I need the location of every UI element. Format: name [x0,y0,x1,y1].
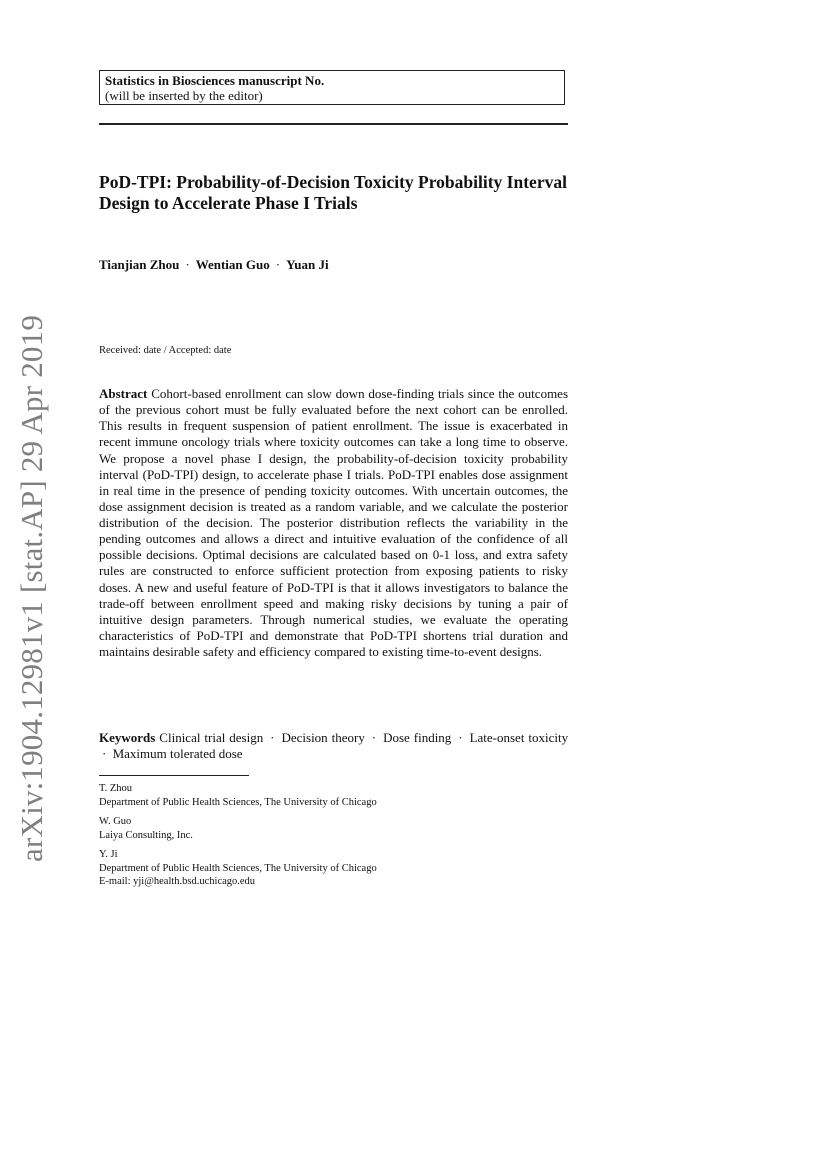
affiliation-author: T. Zhou [99,783,133,794]
author-name: Wentian Guo [195,257,270,272]
abstract-text: Cohort-based enrollment can slow down dose-finding trials since the outcomes of the previous cohort must be fully evaluated before the next cohort can be enrolled. This results in frequent suspension of patient enrollment. The issue is exacerbated in recent immune oncology trials where toxicity outcomes can take a long time to observe. We propose a novel phase I design, the probability-of-decision toxicity probability interval (PoD-TPI) design, to accelerate phase I trials. PoD-TPI enables dose assignment in real time in the presence of pending toxicity outcomes. With uncertain outcomes, the dose assignment decision is treated as a random variable, and we calculate the posterior distribution of the decision. The posterior distribution reflects the variability in the pending outcomes and allows a direct and intuitive evaluation of the confidence of all possible decisions. Optimal decisions are calculated based on 0-1 loss, and extra safety rules are constructed to enforce sufficient protection from exposing patients to risky doses. A new and useful feature of PoD-TPI is that it allows investigators to balance the trade-off between enrollment speed and making risky decisions by tuning a pair of intuitive design parameters. Through numerical studies, we evaluate the operating characteristics of PoD-TPI and demonstrate that PoD-TPI shortens trial duration and maintains desirable safety and efficiency compared to existing time-to-event designs. [99,386,569,659]
affiliation-email[interactable]: E-mail: yji@health.bsd.uchicago.edu [99,876,256,887]
affiliation-author: Y. Ji [99,849,118,860]
manuscript-header-box [99,70,565,105]
affiliation-ji [99,848,568,889]
author-list [99,257,569,273]
keyword-separator: · [270,730,275,745]
affiliation-zhou [99,782,568,809]
affiliation-author: W. Guo [99,816,132,827]
author-separator: · [185,257,190,272]
abstract-label: Abstract [99,386,148,401]
journal-name: Statistics in Biosciences manuscript No. [105,73,325,88]
paper-title: PoD-TPI: Probability-of-Decision Toxicity Probability Interval Design to Accelerate Phase I Trials [99,172,567,213]
keyword-separator: · [102,746,107,761]
received-dates: Received: date / Accepted: date [99,345,232,356]
keywords [99,730,568,762]
author-name: Tianjian Zhou [99,257,180,272]
editor-note: (will be inserted by the editor) [105,88,263,103]
abstract [99,386,568,660]
keyword: Late-onset toxicity [469,730,569,745]
affiliation-institution: Laiya Consulting, Inc. [99,829,193,841]
author-separator: · [275,257,281,272]
keyword: Clinical trial design [159,730,264,745]
author-name: Yuan Ji [286,257,329,272]
affiliation-institution: Department of Public Health Sciences, The University of Chicago [99,796,377,808]
affiliation-institution: Department of Public Health Sciences, The University of Chicago [99,862,377,874]
affiliation-guo [99,815,568,842]
keyword-separator: · [458,730,463,745]
header-rule [99,123,568,125]
keywords-label: Keywords [99,730,156,745]
keyword-separator: · [371,730,377,745]
keyword: Decision theory [281,730,365,745]
footnote-rule [99,775,249,776]
keyword: Dose finding [383,730,452,745]
keyword: Maximum tolerated dose [112,746,243,761]
arxiv-identifier-stamp: arXiv:1904.12981v1 [stat.AP] 29 Apr 2019 [14,314,49,862]
